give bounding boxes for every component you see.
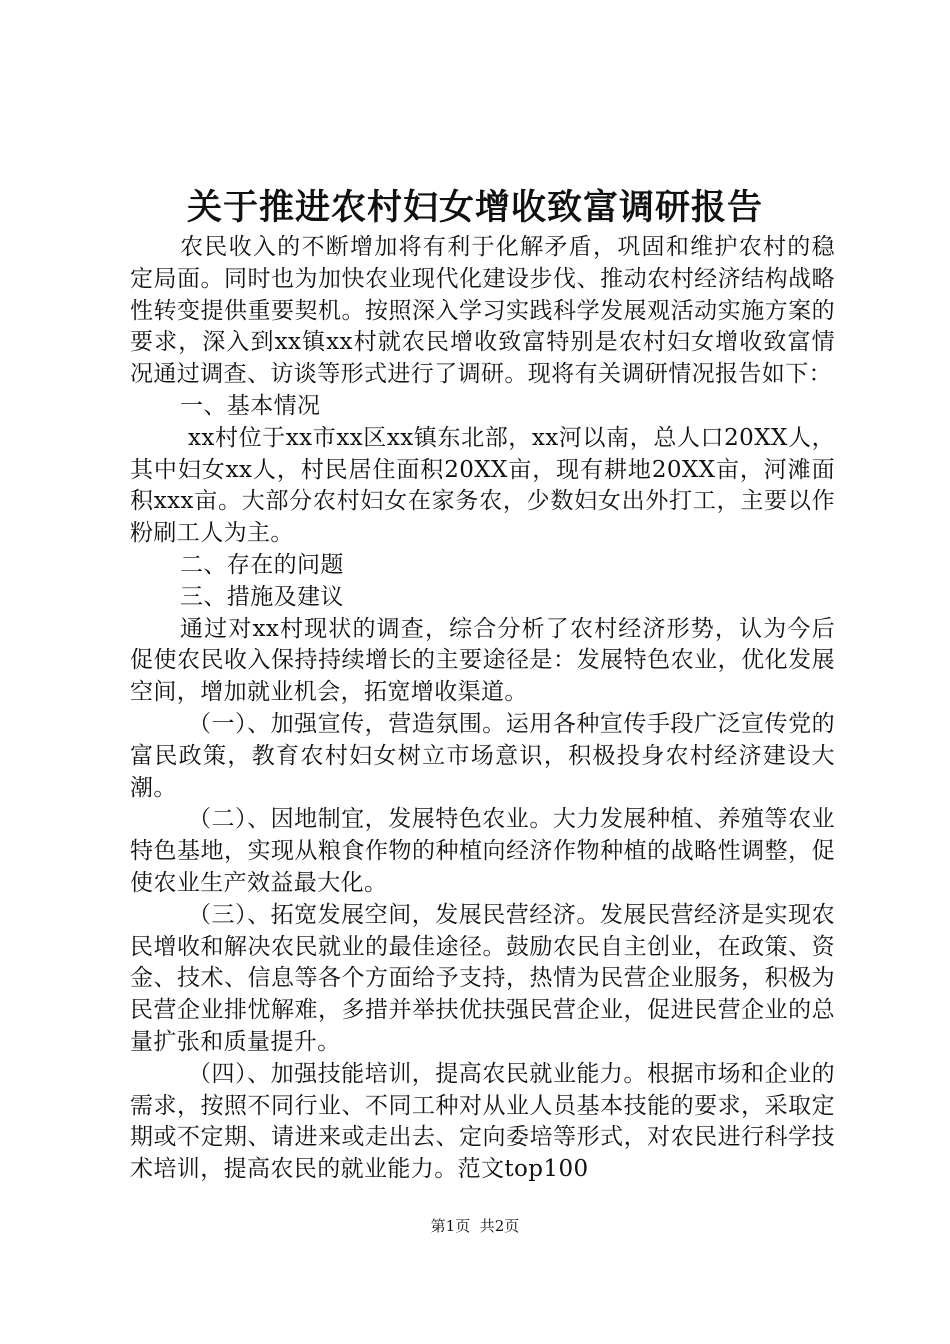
document-title: 关于推进农村妇女增收致富调研报告: [186, 187, 763, 228]
paragraph-intro: 农民收入的不断增加将有利于化解矛盾，巩固和维护农村的稳定局面。同时也为加快农业现代化建设步伐、推动农村经济结构战略性转变提供重要契机。按照深入学习实践科学发展观活动实施方案的要求，深入到xx镇xx村就农民增收致富特别是农村妇女增收致富情况通过调查、访谈等形式进行了调研。现将有关调研情况报告如下：: [130, 234, 835, 388]
paragraph-measures-intro: 通过对xx村现状的调查，综合分析了农村经济形势，认为今后促使农民收入保持持续增长的主要途径是：发展特色农业，优化发展空间，增加就业机会，拓宽增收渠道。: [130, 615, 835, 706]
heading-measures: 三、措施及建议: [180, 583, 344, 610]
heading-existing-problems: 二、存在的问题: [180, 551, 344, 578]
paragraph-measure-3: （三）、拓宽发展空间，发展民营经济。发展民营经济是实现农民增收和解决农民就业的最佳途径。鼓励农民自主创业，在政策、资金、技术、信息等各个方面给予支持，热情为民营企业服务，积极为民营企业排忧解难，多措并举扶优扶强民营企业，促进民营企业的总量扩张和质量提升。: [130, 901, 835, 1055]
paragraph-measure-2: （二）、因地制宜，发展特色农业。大力发展种植、养殖等农业特色基地，实现从粮食作物的种植向经济作物种植的战略性调整，促使农业生产效益最大化。: [130, 806, 835, 896]
heading-basic-situation: 一、基本情况: [180, 392, 321, 419]
paragraph-basic-situation: xx村位于xx市xx区xx镇东北部，xx河以南，总人口20XX人，其中妇女xx人，村民居住面积20XX亩，现有耕地20XX亩，河滩面积xxx亩。大部分农村妇女在家务农，少数妇女出外打工，主要以作粉刷工人为主。: [130, 424, 835, 547]
paragraph-measure-1: （一）、加强宣传，营造氛围。运用各种宣传手段广泛宣传党的富民政策，教育农村妇女树立市场意识，积极投身农村经济建设大潮。: [130, 710, 835, 801]
document-body: [130, 232, 835, 1186]
paragraph-measure-4: （四）、加强技能培训，提高农民就业能力。根据市场和企业的需求，按照不同行业、不同工种对从业人员基本技能的要求，采取定期或不定期、请进来或走出去、定向委培等形式，对农民进行科学技术培训，提高农民的就业能力。范文top100: [130, 1060, 835, 1183]
page-footer: [0, 1216, 950, 1236]
page-total: 共2页: [479, 1217, 520, 1235]
page-number: 第1页: [430, 1217, 471, 1235]
